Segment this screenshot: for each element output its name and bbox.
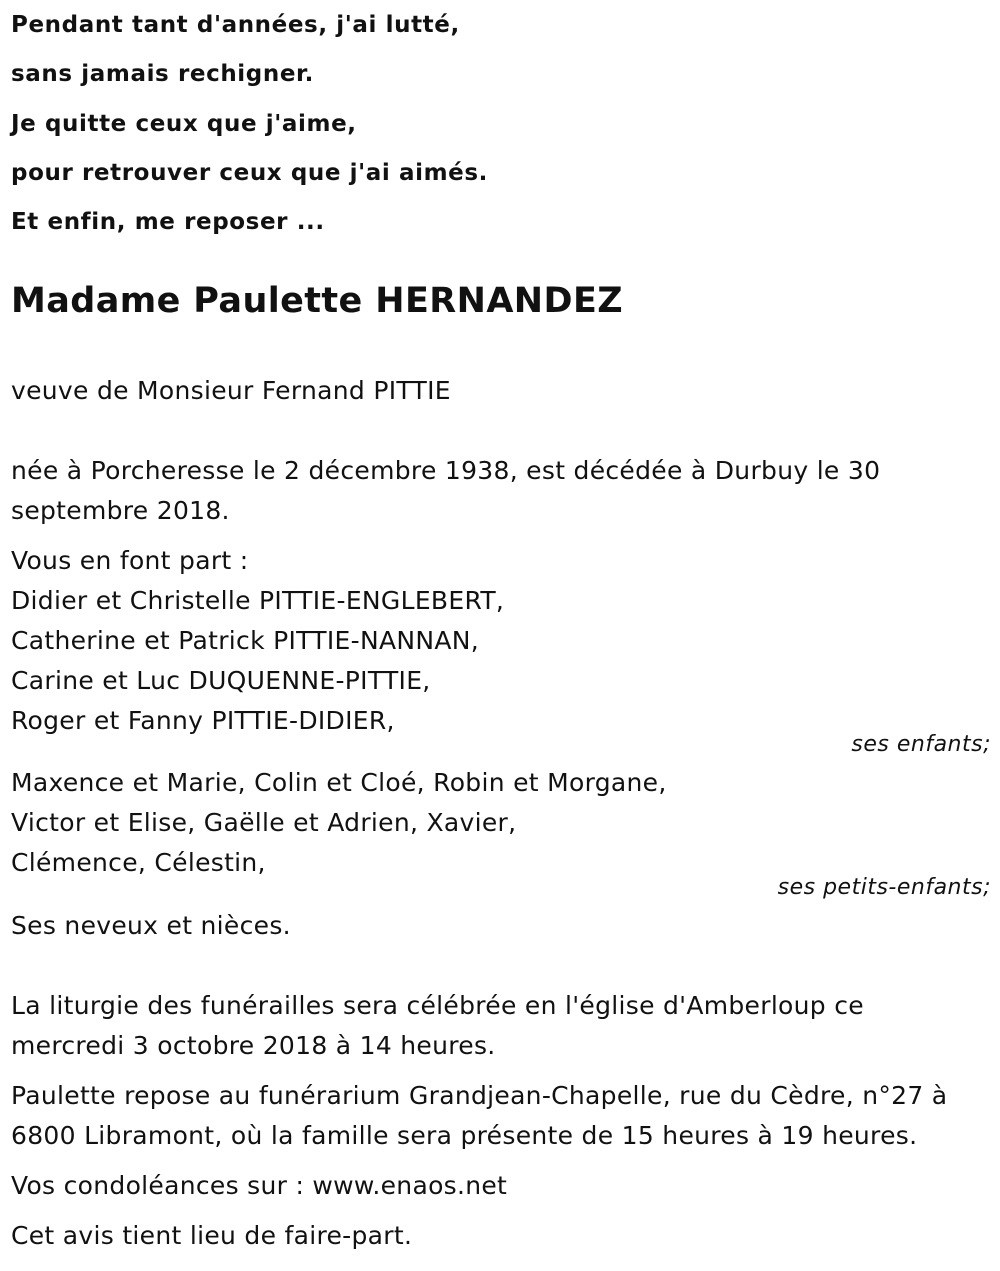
- birth-death-line: née à Porcheresse le 2 décembre 1938, est décédée à Durbuy le 30: [11, 456, 881, 485]
- condolences-line: Vos condoléances sur : www.enaos.net: [11, 1171, 508, 1200]
- list-item: Carine et Luc DUQUENNE-PITTIE,: [11, 666, 431, 695]
- liturgy-line: mercredi 3 octobre 2018 à 14 heures.: [11, 1031, 496, 1060]
- others-line: Ses neveux et nièces.: [11, 911, 291, 940]
- list-item: Didier et Christelle PITTIE-ENGLEBERT,: [11, 586, 505, 615]
- list-item: Maxence et Marie, Colin et Cloé, Robin et Morgane,: [11, 768, 667, 797]
- list-item: Catherine et Patrick PITTIE-NANNAN,: [11, 626, 479, 655]
- poem-line: Je quitte ceux que j'aime,: [11, 111, 357, 137]
- family-intro: Vous en font part :: [11, 546, 249, 575]
- rest-line: Paulette repose au funérarium Grandjean-Chapelle, rue du Cèdre, n°27 à: [11, 1081, 948, 1110]
- list-item: Clémence, Célestin,: [11, 848, 266, 877]
- birth-death-line: septembre 2018.: [11, 496, 230, 525]
- poem-line: sans jamais rechigner.: [11, 61, 315, 87]
- grandchildren-role: ses petits-enfants;: [777, 875, 991, 900]
- spouse-line: veuve de Monsieur Fernand PITTIE: [11, 376, 451, 405]
- list-item: Victor et Elise, Gaëlle et Adrien, Xavier,: [11, 808, 517, 837]
- deceased-name: Madame Paulette HERNANDEZ: [11, 281, 624, 321]
- rest-line: 6800 Libramont, où la famille sera présente de 15 heures à 19 heures.: [11, 1121, 918, 1150]
- poem-line: pour retrouver ceux que j'ai aimés.: [11, 160, 489, 186]
- poem-line: Pendant tant d'années, j'ai lutté,: [11, 12, 460, 38]
- children-role: ses enfants;: [851, 732, 991, 757]
- list-item: Roger et Fanny PITTIE-DIDIER,: [11, 706, 395, 735]
- liturgy-line: La liturgie des funérailles sera célébrée en l'église d'Amberloup ce: [11, 991, 864, 1020]
- notice-line: Cet avis tient lieu de faire-part.: [11, 1221, 413, 1250]
- poem-line: Et enfin, me reposer ...: [11, 209, 325, 235]
